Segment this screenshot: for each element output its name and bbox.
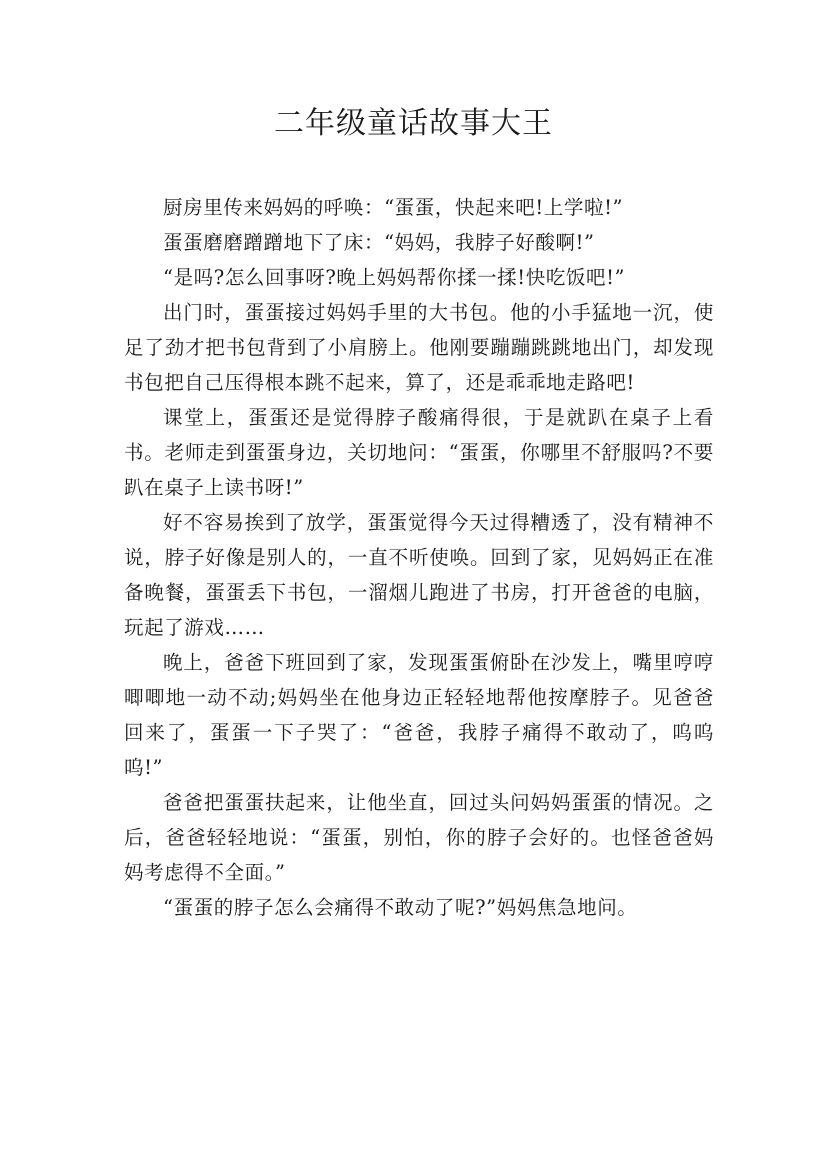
paragraph-7: 晚上，爸爸下班回到了家，发现蛋蛋俯卧在沙发上，嘴里哼哼唧唧地一动不动;妈妈坐在他身边正轻轻地帮他按摩脖子。见爸爸回来了，蛋蛋一下子哭了：“爸爸，我脖子痛得不敢动了，呜呜呜!” <box>124 651 714 779</box>
paragraph-6: 好不容易挨到了放学，蛋蛋觉得今天过得糟透了，没有精神不说，脖子好像是别人的，一直不听使唤。回到了家，见妈妈正在准备晚餐，蛋蛋丢下书包，一溜烟儿跑进了书房，打开爸爸的电脑，玩起了游戏…… <box>124 511 714 639</box>
paragraph-1: 厨房里传来妈妈的呼唤：“蛋蛋，快起来吧!上学啦!” <box>163 196 624 219</box>
paragraph-2: 蛋蛋磨磨蹭蹭地下了床：“妈妈，我脖子好酸啊!” <box>163 231 595 254</box>
paragraph-3: “是吗?怎么回事呀?晚上妈妈帮你揉一揉!快吃饭吧!” <box>163 266 626 289</box>
paragraph-9: “蛋蛋的脖子怎么会痛得不敢动了呢?”妈妈焦急地问。 <box>163 896 638 919</box>
paragraph-4: 出门时，蛋蛋接过妈妈手里的大书包。他的小手猛地一沉，使足了劲才把书包背到了小肩膀上。他刚要蹦蹦跳跳地出门，却发现书包把自己压得根本跳不起来，算了，还是乖乖地走路吧! <box>124 301 714 394</box>
paragraph-5: 课堂上，蛋蛋还是觉得脖子酸痛得很，于是就趴在桌子上看书。老师走到蛋蛋身边，关切地问：“蛋蛋，你哪里不舒服吗?不要趴在桌子上读书呀!” <box>124 406 714 499</box>
paragraph-8: 爸爸把蛋蛋扶起来，让他坐直，回过头问妈妈蛋蛋的情况。之后，爸爸轻轻地说：“蛋蛋，别怕，你的脖子会好的。也怪爸爸妈妈考虑得不全面。” <box>124 791 714 884</box>
document-body <box>124 190 714 925</box>
document-title: 二年级童话故事大王 <box>274 106 553 141</box>
